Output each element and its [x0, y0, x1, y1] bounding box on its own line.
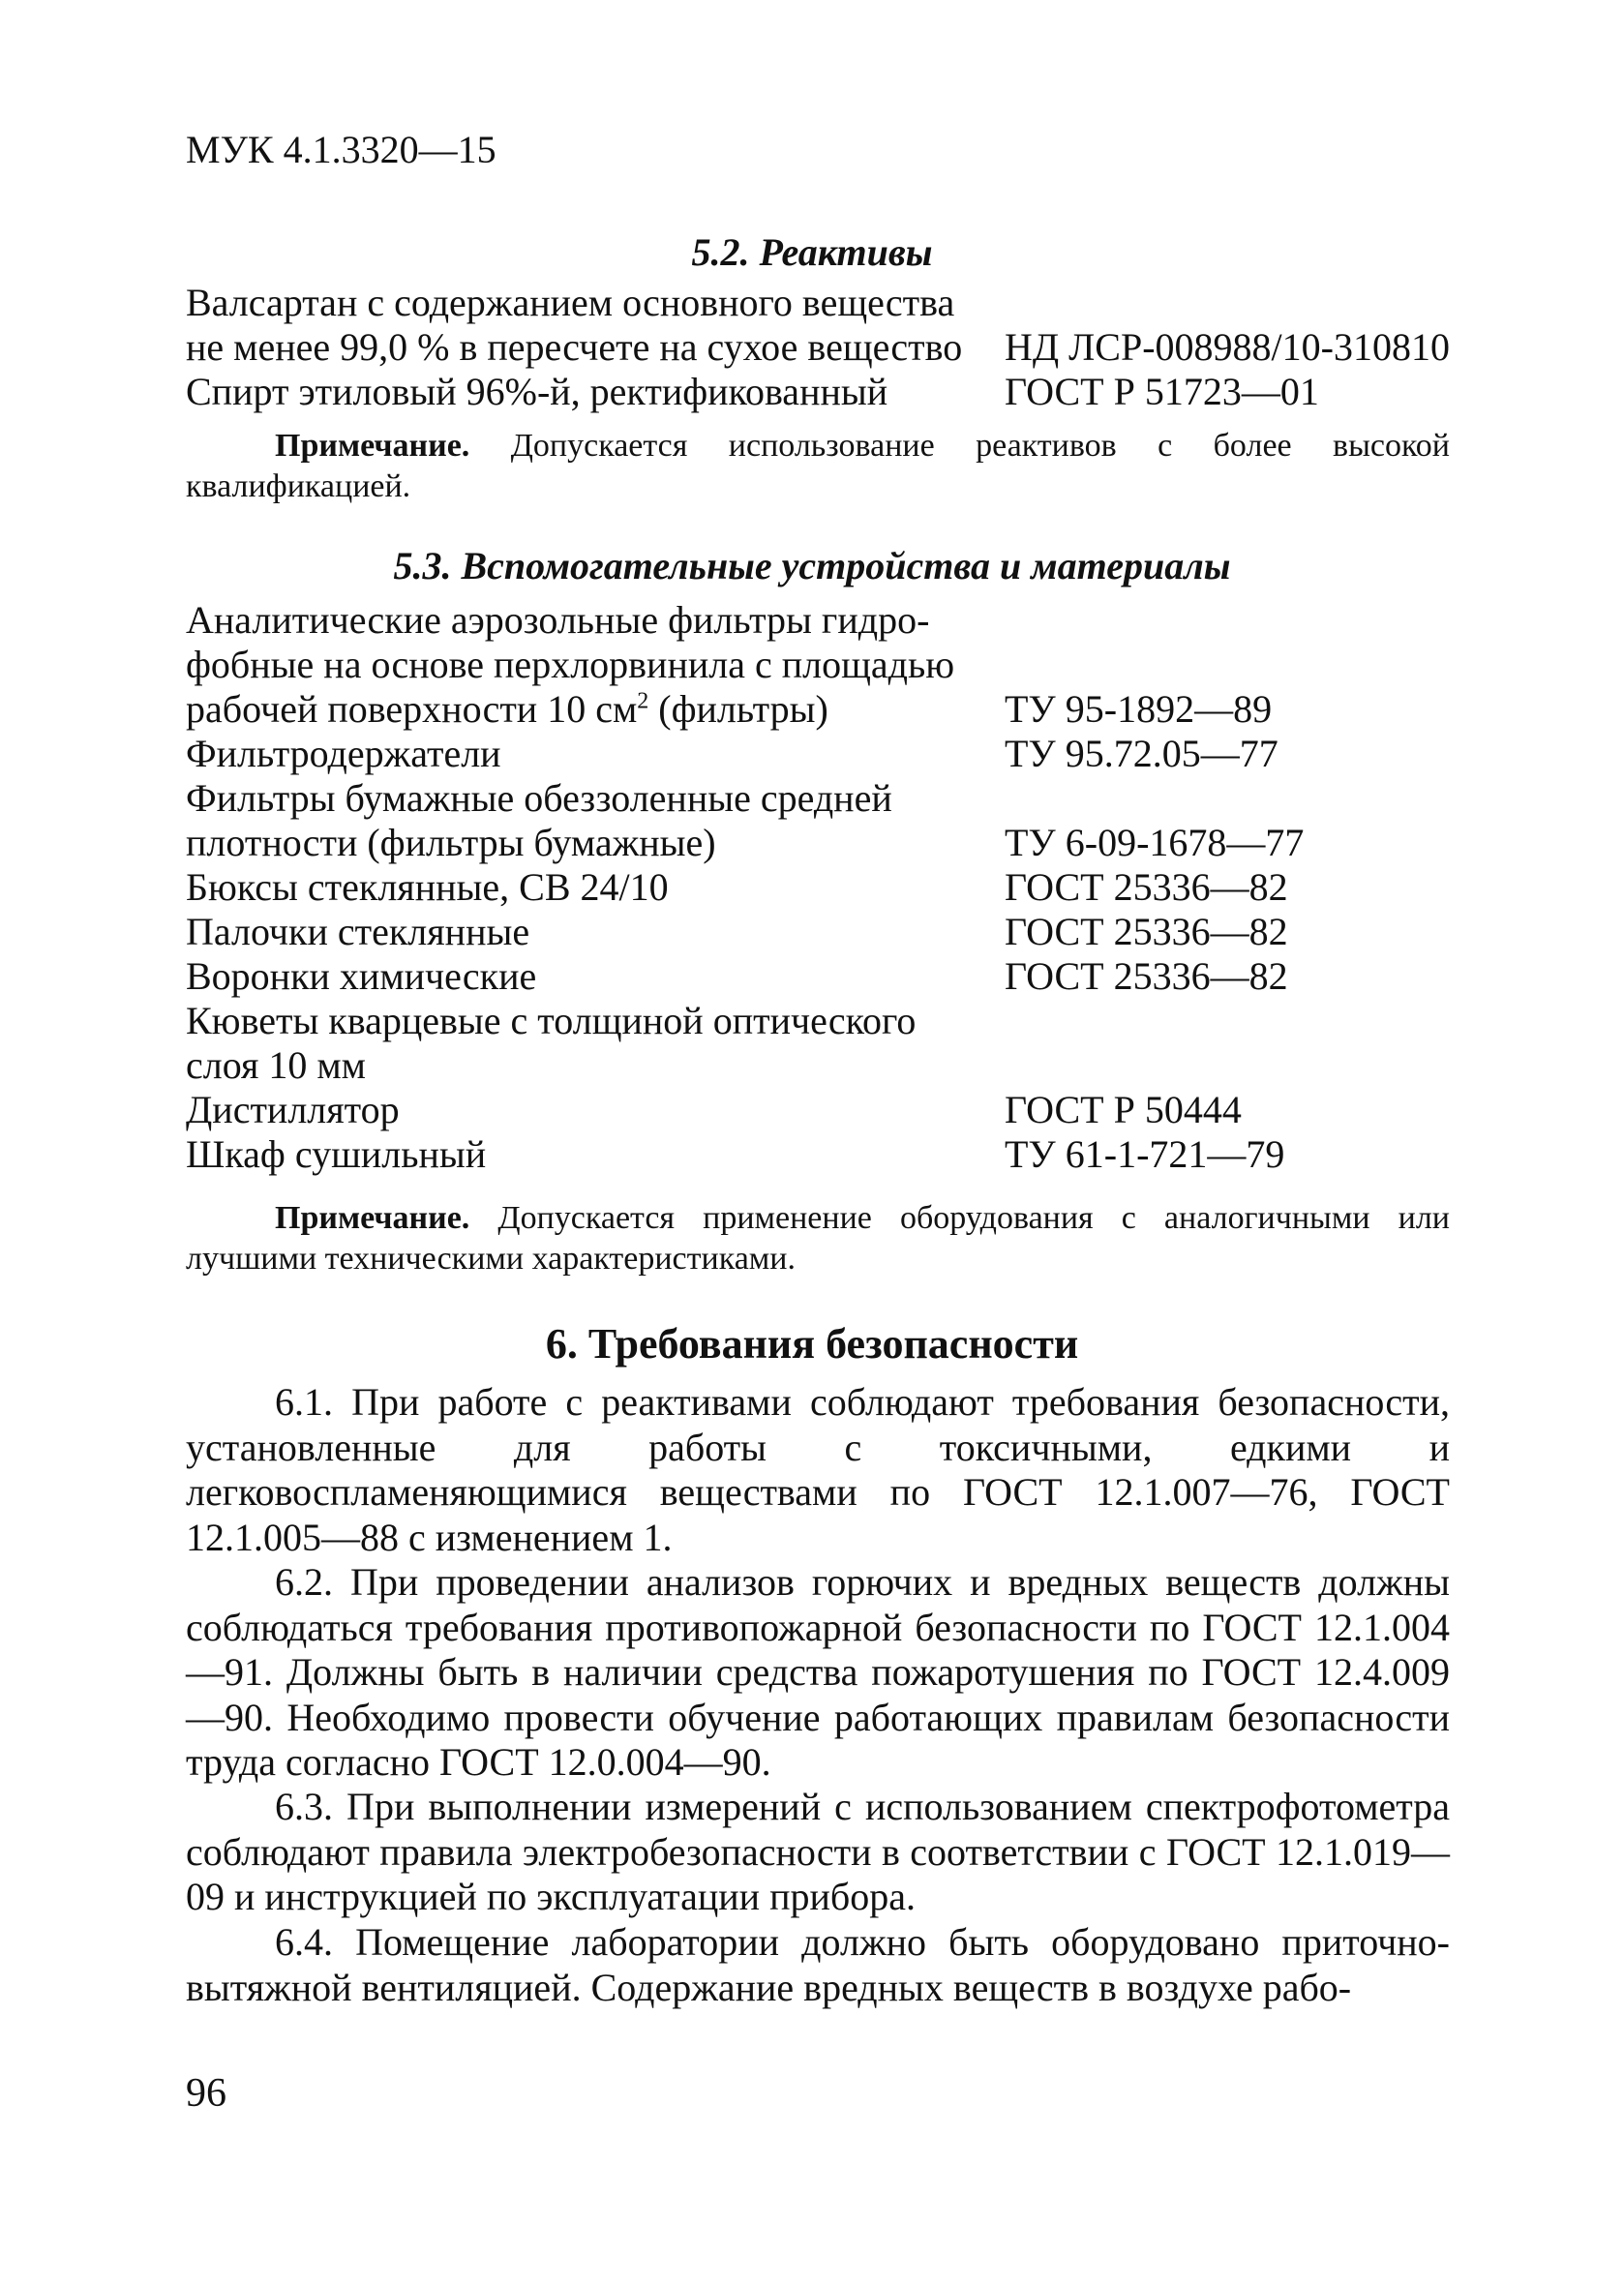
item-name: Валсартан с содержанием основного вещества [186, 281, 955, 324]
item-standard: ТУ 6-09-1678—77 [1005, 821, 1305, 864]
section-6-title: 6. Требования безопасности [545, 1320, 1079, 1368]
table-row [186, 776, 1463, 821]
equipment-note [186, 1198, 1450, 1279]
item-name: Дистиллятор [186, 1088, 400, 1131]
page-number: 96 [186, 2071, 226, 2116]
table-row [186, 865, 1463, 910]
table-row [186, 821, 1463, 865]
item-standard: ТУ 95-1892—89 [1005, 687, 1273, 731]
item-name: Шкаф сушильный [186, 1132, 487, 1176]
section-5-3-title: 5.3. Вспомогательные устройства и материалы [393, 544, 1231, 587]
item-name: плотности (фильтры бумажные) [186, 821, 716, 864]
item-standard: ГОСТ Р 51723—01 [1005, 370, 1319, 413]
item-standard: ТУ 95.72.05—77 [1005, 732, 1278, 775]
item-name: рабочей поверхности 10 $см^2$ (фильтры) [186, 687, 828, 731]
item-standard: ГОСТ 25336—82 [1005, 865, 1288, 909]
table-row [186, 1088, 1463, 1132]
item-name: Аналитические аэрозольные фильтры гидро- [186, 598, 930, 642]
paragraph-6-4: 6.4. Помещение лаборатории должно быть оборудовано приточно-вытяжной вентиляцией. Содержание вредных веществ в воздухе рабо- [186, 1920, 1450, 2009]
document-code-header: МУК 4.1.3320—15 [186, 128, 496, 171]
reagents-table [186, 281, 1463, 414]
paragraph-6-2: 6.2. При проведении анализов горючих и вредных веществ должны соблюдаться требования противопожарной безопасности по ГОСТ 12.1.004—91. Должны быть в наличии средства пожаротушения по ГОСТ 12.4.009—90. Необходимо провести обучение работающих правилам безопасности труда согласно ГОСТ 12.0.004—90. [186, 1560, 1450, 1784]
section-5-2-title: 5.2. Реактивы [691, 230, 933, 274]
item-standard: ТУ 61-1-721—79 [1005, 1132, 1285, 1176]
paragraph-6-1: 6.1. При работе с реактивами соблюдают требования безопасности, установленные для работы с токсичными, едкими и легковоспламеняющимися веществами по ГОСТ 12.1.007—76, ГОСТ 12.1.005—88 с изменением 1. [186, 1380, 1450, 1559]
item-name: фобные на основе перхлорвинила с площадью [186, 643, 955, 686]
table-row [186, 1132, 1463, 1177]
table-row [186, 1043, 1463, 1088]
table-row [186, 954, 1463, 999]
table-row [186, 325, 1463, 370]
table-row [186, 643, 1463, 687]
note-text: Допускается применение оборудования с аналогичными или лучшими техническими характеристиками. [186, 1200, 1450, 1277]
note-label: Примечание. [275, 1200, 470, 1236]
reagents-note [186, 426, 1450, 507]
item-name: Бюксы стеклянные, СВ 24/10 [186, 865, 669, 909]
table-row [186, 281, 1463, 325]
equipment-table [186, 598, 1463, 1177]
note-text: Допускается использование реактивов с более высокой квалификацией. [186, 428, 1451, 504]
item-name: Палочки стеклянные [186, 910, 530, 953]
item-name: Воронки химические [186, 954, 537, 998]
note-label: Примечание. [275, 428, 470, 464]
table-row [186, 598, 1463, 643]
table-row [186, 999, 1463, 1043]
item-name: не менее 99,0 % в пересчете на сухое вещество [186, 325, 963, 369]
superscript: 2 [637, 688, 649, 714]
table-row [186, 370, 1463, 414]
item-name: Спирт этиловый 96%-й, ректификованный [186, 370, 888, 413]
item-name: Фильтры бумажные обеззоленные средней [186, 776, 892, 820]
item-name: Фильтродержатели [186, 732, 501, 775]
paragraph-6-3: 6.3. При выполнении измерений с использованием спектрофотометра соблюдают правила электробезопасности в соответствии с ГОСТ 12.1.019—09 и инструкцией по эксплуатации прибора. [186, 1785, 1450, 1918]
item-standard: ГОСТ 25336—82 [1005, 954, 1288, 998]
table-row [186, 910, 1463, 954]
table-row [186, 687, 1463, 732]
item-standard: ГОСТ Р 50444 [1005, 1088, 1242, 1131]
item-name: Кюветы кварцевые с толщиной оптического [186, 999, 917, 1042]
item-standard: НД ЛСР-008988/10-310810 [1005, 325, 1450, 369]
item-name: слоя 10 мм [186, 1043, 366, 1087]
table-row [186, 732, 1463, 776]
item-standard: ГОСТ 25336—82 [1005, 910, 1288, 953]
